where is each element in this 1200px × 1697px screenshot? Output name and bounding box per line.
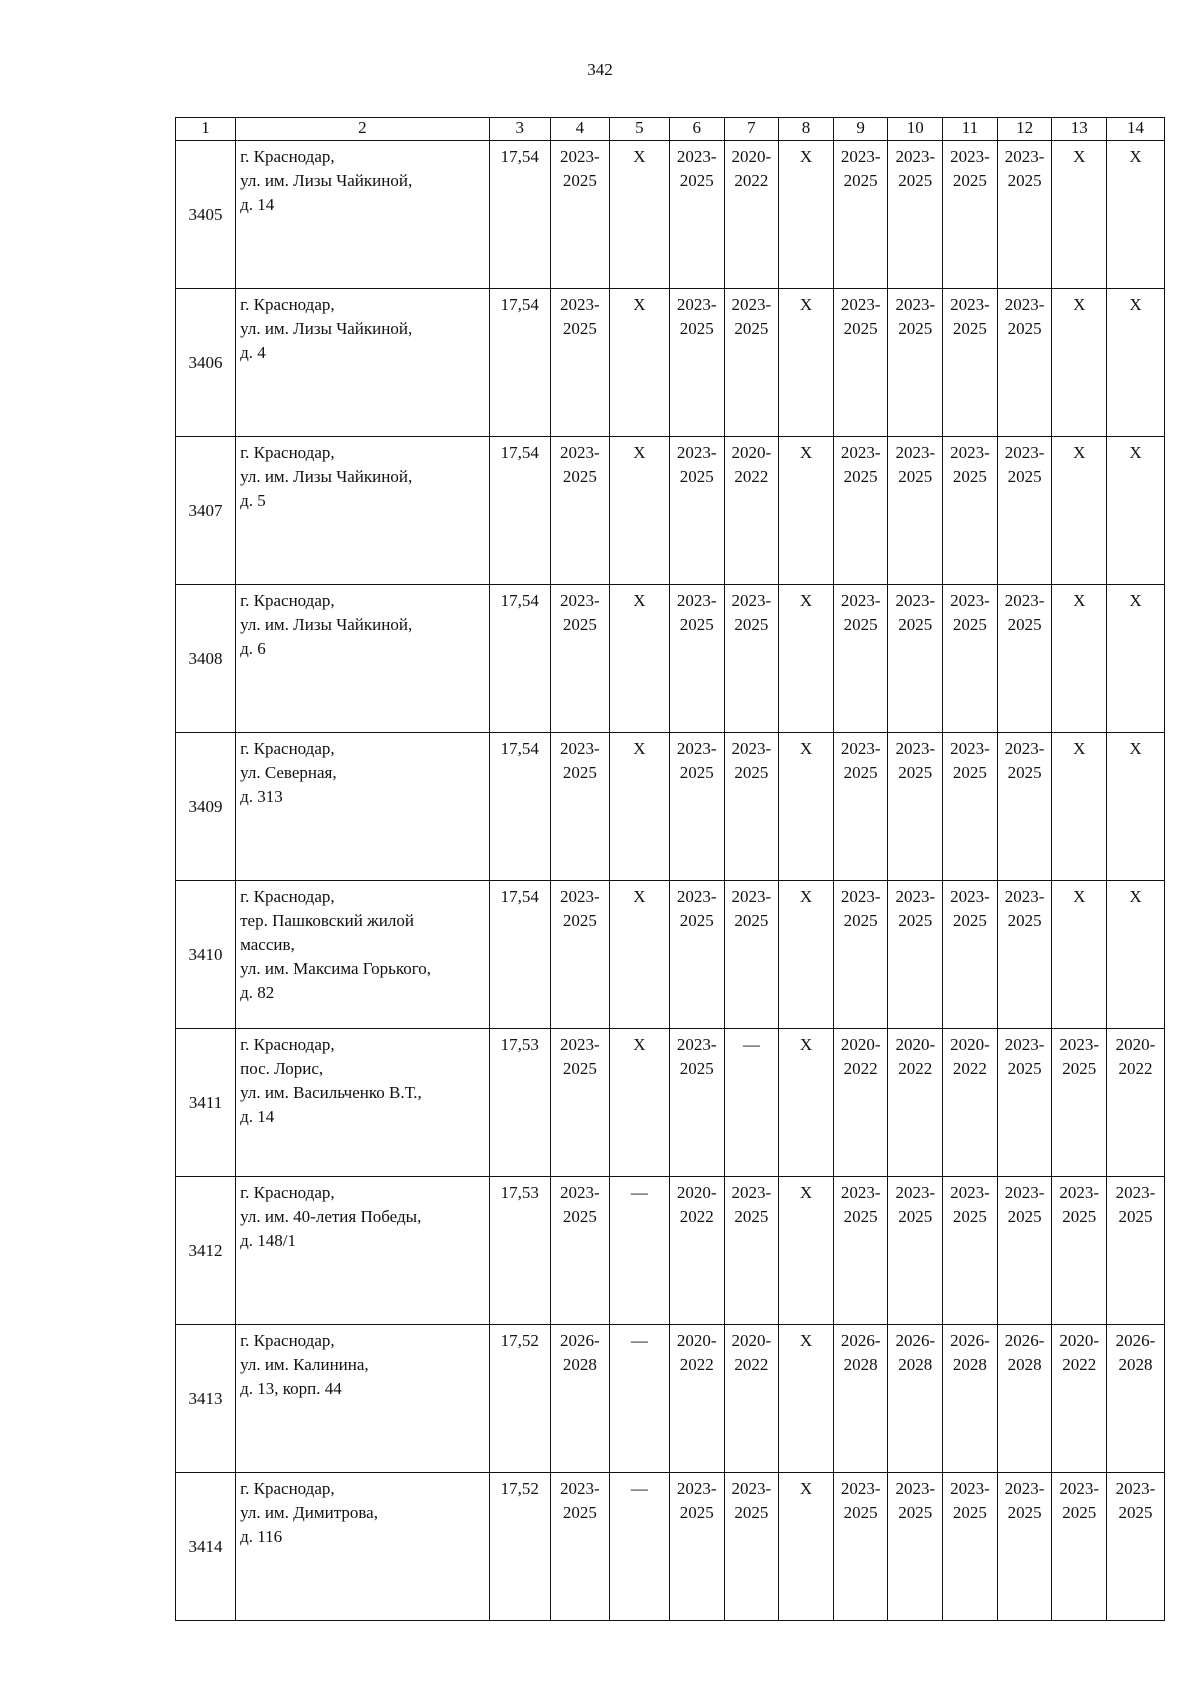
cell-col-10: 2023- 2025 [888, 733, 943, 881]
cell-col-12: 2023- 2025 [997, 289, 1052, 437]
cell-col-8: Х [779, 733, 834, 881]
cell-col-13: 2020- 2022 [1052, 1325, 1107, 1473]
table-row [176, 585, 1165, 733]
cell-col-10: 2023- 2025 [888, 585, 943, 733]
cell-col-6: 2023- 2025 [669, 733, 724, 881]
cell-col-9: 2023- 2025 [833, 289, 888, 437]
cell-col-11: 2023- 2025 [943, 141, 998, 289]
cell-col-12: 2023- 2025 [997, 1029, 1052, 1177]
cell-col-5: Х [609, 141, 669, 289]
cell-col-6: 2023- 2025 [669, 585, 724, 733]
cell-col-7: 2020- 2022 [724, 141, 779, 289]
address-cell: г. Краснодар, пос. Лорис, ул. им. Васильченко В.Т., д. 14 [236, 1029, 490, 1177]
cell-col-10: 2023- 2025 [888, 1473, 943, 1621]
col-header-9: 9 [833, 118, 888, 141]
address-cell: г. Краснодар, ул. им. Калинина, д. 13, корп. 44 [236, 1325, 490, 1473]
cell-col-7: 2023- 2025 [724, 289, 779, 437]
cell-col-5: Х [609, 881, 669, 1029]
row-number: 3407 [176, 437, 236, 585]
row-number: 3410 [176, 881, 236, 1029]
cell-col-4: 2023- 2025 [550, 289, 609, 437]
cell-col-3: 17,52 [489, 1325, 550, 1473]
cell-col-3: 17,54 [489, 289, 550, 437]
cell-col-14: Х [1107, 881, 1165, 1029]
address-cell: г. Краснодар, ул. им. Лизы Чайкиной, д. 14 [236, 141, 490, 289]
cell-col-14: Х [1107, 141, 1165, 289]
table-row [176, 437, 1165, 585]
cell-col-4: 2023- 2025 [550, 1029, 609, 1177]
cell-col-13: Х [1052, 437, 1107, 585]
address-cell: г. Краснодар, ул. им. 40-летия Победы, д. 148/1 [236, 1177, 490, 1325]
cell-col-4: 2023- 2025 [550, 1473, 609, 1621]
cell-col-12: 2023- 2025 [997, 733, 1052, 881]
col-header-11: 11 [943, 118, 998, 141]
cell-col-4: 2023- 2025 [550, 1177, 609, 1325]
cell-col-7: 2020- 2022 [724, 437, 779, 585]
col-header-10: 10 [888, 118, 943, 141]
table-row [176, 1325, 1165, 1473]
cell-col-11: 2023- 2025 [943, 733, 998, 881]
cell-col-9: 2023- 2025 [833, 437, 888, 585]
cell-col-13: Х [1052, 881, 1107, 1029]
cell-col-12: 2023- 2025 [997, 1177, 1052, 1325]
cell-col-10: 2023- 2025 [888, 881, 943, 1029]
address-cell: г. Краснодар, ул. им. Димитрова, д. 116 [236, 1473, 490, 1621]
cell-col-11: 2026- 2028 [943, 1325, 998, 1473]
cell-col-14: Х [1107, 289, 1165, 437]
cell-col-14: Х [1107, 733, 1165, 881]
cell-col-11: 2023- 2025 [943, 1177, 998, 1325]
col-header-14: 14 [1107, 118, 1165, 141]
cell-col-4: 2026- 2028 [550, 1325, 609, 1473]
cell-col-7: — [724, 1029, 779, 1177]
cell-col-3: 17,54 [489, 733, 550, 881]
table-row [176, 1473, 1165, 1621]
col-header-2: 2 [236, 118, 490, 141]
cell-col-12: 2023- 2025 [997, 881, 1052, 1029]
cell-col-6: 2023- 2025 [669, 1473, 724, 1621]
cell-col-5: Х [609, 1029, 669, 1177]
cell-col-9: 2023- 2025 [833, 585, 888, 733]
cell-col-13: 2023- 2025 [1052, 1029, 1107, 1177]
address-cell: г. Краснодар, тер. Пашковский жилой массив, ул. им. Максима Горького, д. 82 [236, 881, 490, 1029]
cell-col-13: Х [1052, 141, 1107, 289]
cell-col-12: 2023- 2025 [997, 585, 1052, 733]
header-row [176, 118, 1165, 141]
cell-col-4: 2023- 2025 [550, 881, 609, 1029]
col-header-6: 6 [669, 118, 724, 141]
cell-col-6: 2023- 2025 [669, 1029, 724, 1177]
cell-col-5: Х [609, 289, 669, 437]
cell-col-13: Х [1052, 289, 1107, 437]
cell-col-3: 17,54 [489, 437, 550, 585]
cell-col-5: — [609, 1473, 669, 1621]
row-number: 3406 [176, 289, 236, 437]
cell-col-14: 2026- 2028 [1107, 1325, 1165, 1473]
cell-col-10: 2023- 2025 [888, 437, 943, 585]
col-header-3: 3 [489, 118, 550, 141]
cell-col-8: Х [779, 1029, 834, 1177]
cell-col-5: Х [609, 437, 669, 585]
col-header-12: 12 [997, 118, 1052, 141]
cell-col-7: 2023- 2025 [724, 1473, 779, 1621]
cell-col-4: 2023- 2025 [550, 141, 609, 289]
cell-col-13: 2023- 2025 [1052, 1177, 1107, 1325]
cell-col-5: Х [609, 585, 669, 733]
cell-col-8: Х [779, 289, 834, 437]
cell-col-11: 2023- 2025 [943, 437, 998, 585]
cell-col-7: 2023- 2025 [724, 733, 779, 881]
cell-col-6: 2023- 2025 [669, 437, 724, 585]
cell-col-3: 17,54 [489, 141, 550, 289]
cell-col-12: 2023- 2025 [997, 437, 1052, 585]
table-row [176, 289, 1165, 437]
row-number: 3405 [176, 141, 236, 289]
address-cell: г. Краснодар, ул. им. Лизы Чайкиной, д. 6 [236, 585, 490, 733]
table-row [176, 1177, 1165, 1325]
cell-col-8: Х [779, 585, 834, 733]
cell-col-9: 2023- 2025 [833, 733, 888, 881]
cell-col-14: 2023- 2025 [1107, 1177, 1165, 1325]
cell-col-14: 2020- 2022 [1107, 1029, 1165, 1177]
row-number: 3413 [176, 1325, 236, 1473]
cell-col-3: 17,53 [489, 1029, 550, 1177]
cell-col-9: 2023- 2025 [833, 1473, 888, 1621]
cell-col-3: 17,53 [489, 1177, 550, 1325]
cell-col-7: 2023- 2025 [724, 881, 779, 1029]
cell-col-7: 2023- 2025 [724, 1177, 779, 1325]
cell-col-11: 2023- 2025 [943, 1473, 998, 1621]
cell-col-5: — [609, 1325, 669, 1473]
cell-col-5: — [609, 1177, 669, 1325]
cell-col-14: Х [1107, 585, 1165, 733]
cell-col-14: 2023- 2025 [1107, 1473, 1165, 1621]
register-table [175, 117, 1165, 1621]
page-number: 342 [587, 60, 613, 79]
cell-col-12: 2026- 2028 [997, 1325, 1052, 1473]
cell-col-9: 2023- 2025 [833, 1177, 888, 1325]
col-header-13: 13 [1052, 118, 1107, 141]
cell-col-12: 2023- 2025 [997, 141, 1052, 289]
cell-col-6: 2020- 2022 [669, 1325, 724, 1473]
cell-col-10: 2023- 2025 [888, 1177, 943, 1325]
address-cell: г. Краснодар, ул. им. Лизы Чайкиной, д. 4 [236, 289, 490, 437]
col-header-4: 4 [550, 118, 609, 141]
cell-col-13: Х [1052, 585, 1107, 733]
cell-col-8: Х [779, 1325, 834, 1473]
col-header-1: 1 [176, 118, 236, 141]
cell-col-11: 2020- 2022 [943, 1029, 998, 1177]
cell-col-10: 2023- 2025 [888, 289, 943, 437]
cell-col-5: Х [609, 733, 669, 881]
address-cell: г. Краснодар, ул. им. Лизы Чайкиной, д. 5 [236, 437, 490, 585]
cell-col-11: 2023- 2025 [943, 289, 998, 437]
cell-col-8: Х [779, 141, 834, 289]
cell-col-3: 17,52 [489, 1473, 550, 1621]
cell-col-4: 2023- 2025 [550, 585, 609, 733]
cell-col-3: 17,54 [489, 881, 550, 1029]
row-number: 3408 [176, 585, 236, 733]
cell-col-9: 2020- 2022 [833, 1029, 888, 1177]
col-header-5: 5 [609, 118, 669, 141]
cell-col-6: 2023- 2025 [669, 881, 724, 1029]
cell-col-14: Х [1107, 437, 1165, 585]
cell-col-10: 2026- 2028 [888, 1325, 943, 1473]
cell-col-12: 2023- 2025 [997, 1473, 1052, 1621]
cell-col-4: 2023- 2025 [550, 733, 609, 881]
cell-col-4: 2023- 2025 [550, 437, 609, 585]
table-row [176, 1029, 1165, 1177]
cell-col-13: Х [1052, 733, 1107, 881]
row-number: 3414 [176, 1473, 236, 1621]
cell-col-3: 17,54 [489, 585, 550, 733]
cell-col-8: Х [779, 881, 834, 1029]
cell-col-6: 2023- 2025 [669, 289, 724, 437]
cell-col-6: 2020- 2022 [669, 1177, 724, 1325]
cell-col-8: Х [779, 437, 834, 585]
col-header-8: 8 [779, 118, 834, 141]
row-number: 3409 [176, 733, 236, 881]
cell-col-13: 2023- 2025 [1052, 1473, 1107, 1621]
cell-col-11: 2023- 2025 [943, 585, 998, 733]
address-cell: г. Краснодар, ул. Северная, д. 313 [236, 733, 490, 881]
cell-col-8: Х [779, 1177, 834, 1325]
cell-col-7: 2020- 2022 [724, 1325, 779, 1473]
row-number: 3411 [176, 1029, 236, 1177]
cell-col-9: 2023- 2025 [833, 141, 888, 289]
cell-col-6: 2023- 2025 [669, 141, 724, 289]
cell-col-10: 2023- 2025 [888, 141, 943, 289]
cell-col-10: 2020- 2022 [888, 1029, 943, 1177]
table-row [176, 881, 1165, 1029]
cell-col-7: 2023- 2025 [724, 585, 779, 733]
table-row [176, 733, 1165, 881]
cell-col-8: Х [779, 1473, 834, 1621]
cell-col-9: 2023- 2025 [833, 881, 888, 1029]
cell-col-9: 2026- 2028 [833, 1325, 888, 1473]
col-header-7: 7 [724, 118, 779, 141]
row-number: 3412 [176, 1177, 236, 1325]
cell-col-11: 2023- 2025 [943, 881, 998, 1029]
table-row [176, 141, 1165, 289]
